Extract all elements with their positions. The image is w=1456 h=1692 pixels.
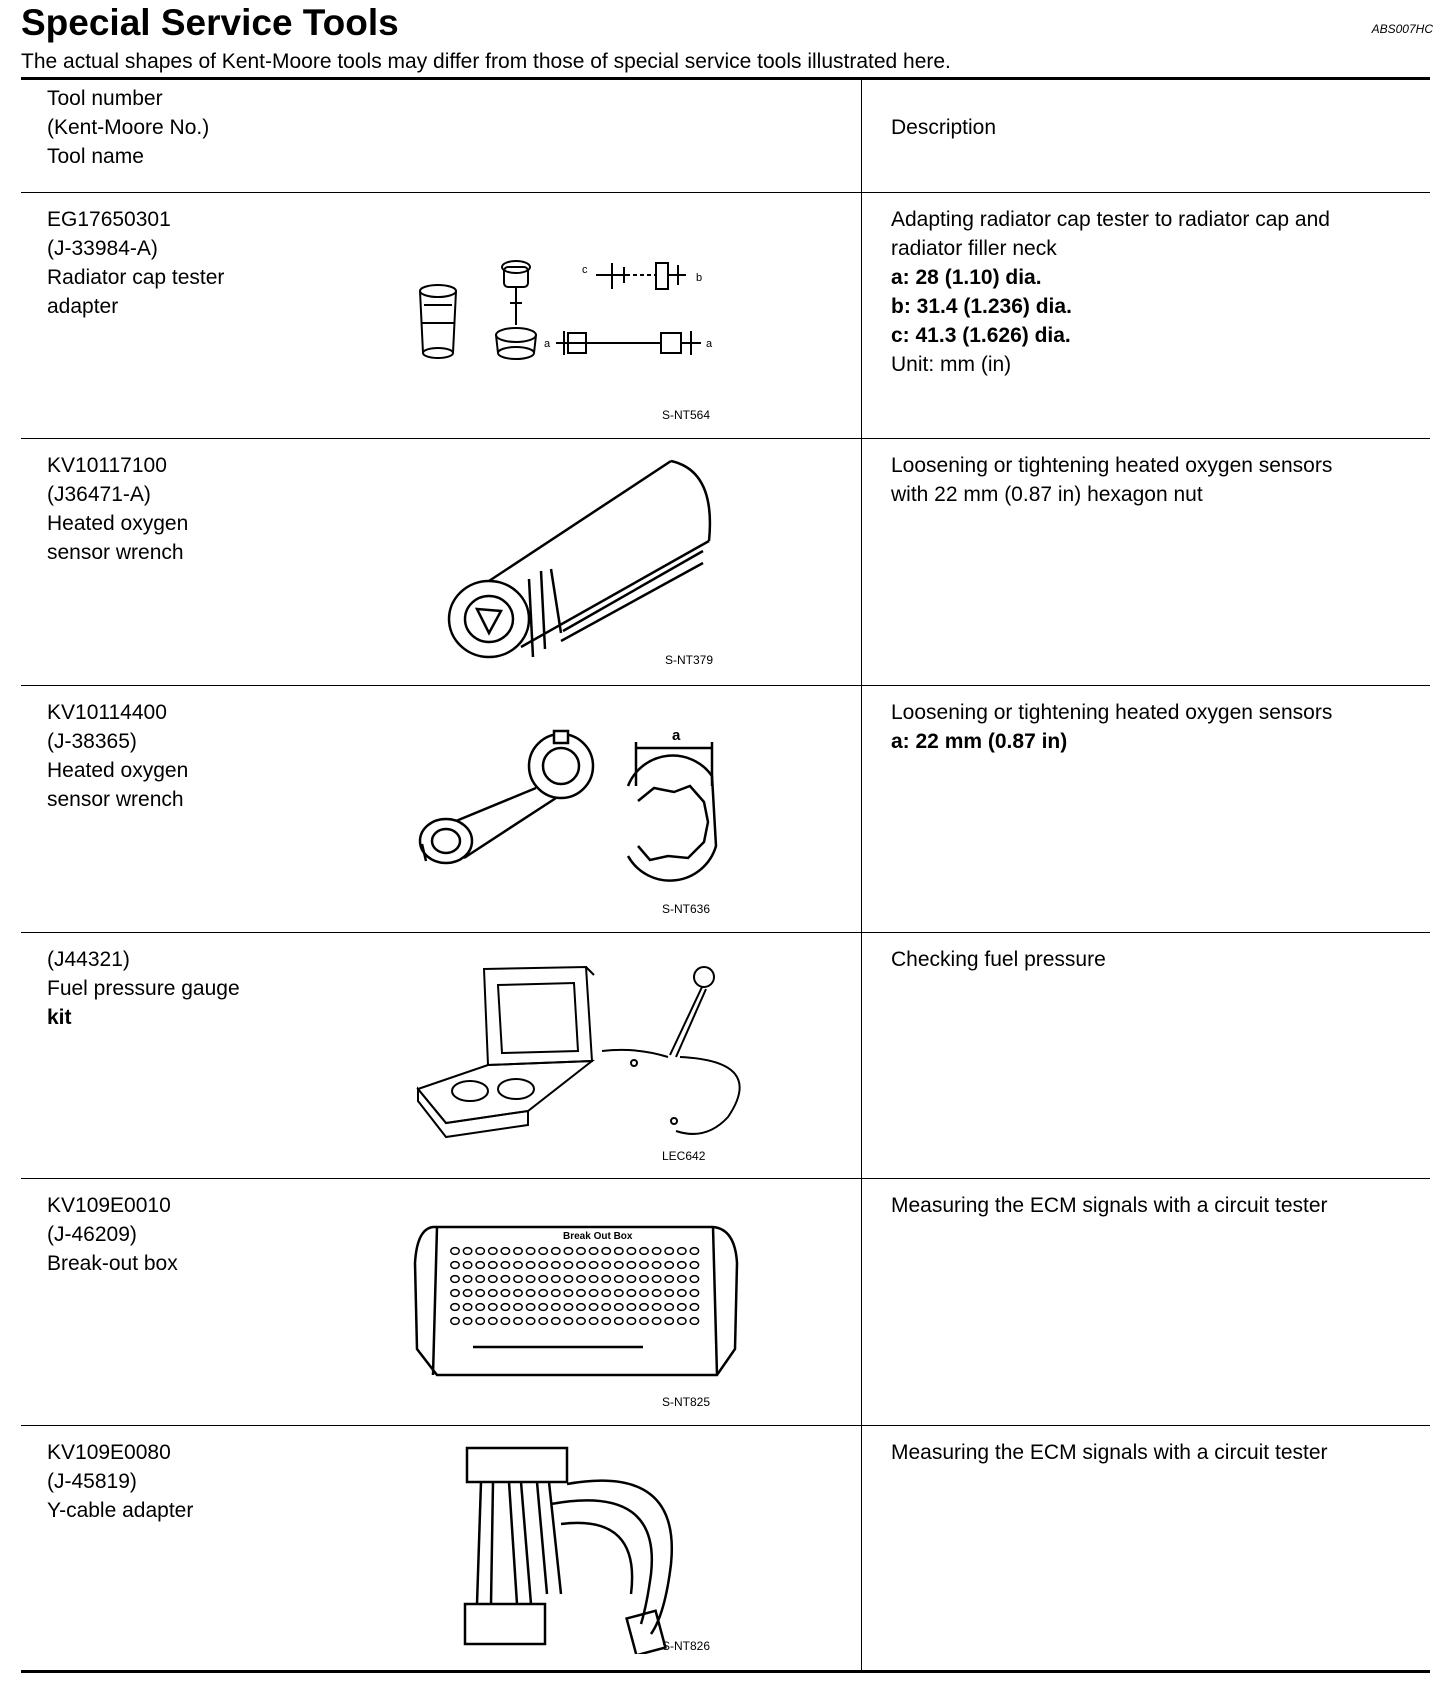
- kent-moore-number: (J36471-A): [47, 483, 151, 506]
- tool-description: [891, 698, 1411, 756]
- break-out-box-pin-hole: [552, 1318, 560, 1325]
- break-out-box-pin-hole: [640, 1304, 648, 1311]
- break-out-box-pin-hole: [564, 1318, 572, 1325]
- dimension-label-a: a: [544, 338, 551, 350]
- break-out-box-pin-hole: [526, 1276, 534, 1283]
- bottom-rule: [21, 1670, 1430, 1673]
- break-out-box-pin-hole: [615, 1276, 623, 1283]
- break-out-box-pin-hole: [665, 1262, 673, 1269]
- break-out-box-pin-hole: [476, 1276, 484, 1283]
- break-out-box-pin-hole: [640, 1248, 648, 1255]
- break-out-box-pin-hole: [602, 1304, 610, 1311]
- break-out-box-pin-hole: [514, 1262, 522, 1269]
- tool-number: KV10117100: [47, 454, 167, 477]
- break-out-box-pin-hole: [640, 1276, 648, 1283]
- break-out-box-pin-hole: [539, 1318, 547, 1325]
- break-out-box-pin-hole: [640, 1318, 648, 1325]
- tool-name: Fuel pressure gauge: [47, 977, 240, 1000]
- break-out-box-pin-hole: [514, 1276, 522, 1283]
- break-out-box-pin-hole: [652, 1290, 660, 1297]
- break-out-box-pin-hole: [627, 1290, 635, 1297]
- break-out-box-pin-hole: [514, 1318, 522, 1325]
- break-out-box-pin-hole: [602, 1318, 610, 1325]
- break-out-box-pin-hole: [552, 1304, 560, 1311]
- tool-table: [21, 80, 1430, 1670]
- break-out-box-pin-hole: [451, 1318, 459, 1325]
- dimension-label-b: b: [696, 272, 703, 284]
- break-out-box-pin-hole: [501, 1276, 509, 1283]
- description-line: Adapting radiator cap tester to radiator cap and: [891, 208, 1330, 231]
- break-out-box-pin-hole: [602, 1290, 610, 1297]
- break-out-box-pin-hole: [539, 1248, 547, 1255]
- table-row: [21, 193, 1430, 439]
- break-out-box-pin-hole: [577, 1262, 585, 1269]
- break-out-box-pin-hole: [526, 1304, 534, 1311]
- tool-name: Break-out box: [47, 1252, 178, 1275]
- break-out-box-pin-hole: [489, 1318, 497, 1325]
- header-kent-moore-no: (Kent-Moore No.): [47, 116, 210, 139]
- tool-name: Radiator cap tester: [47, 266, 225, 289]
- header-tool-name: Tool name: [47, 145, 144, 168]
- break-out-box-pin-hole: [552, 1248, 560, 1255]
- break-out-box-pin-hole: [451, 1248, 459, 1255]
- break-out-box-pin-hole: [463, 1304, 471, 1311]
- break-out-box-pin-hole: [514, 1290, 522, 1297]
- break-out-box-pin-hole: [577, 1276, 585, 1283]
- break-out-box-pin-hole: [577, 1248, 585, 1255]
- tool-name: Heated oxygen: [47, 512, 189, 535]
- break-out-box-pin-hole: [577, 1290, 585, 1297]
- break-out-box-pin-hole: [690, 1276, 698, 1283]
- table-row: [21, 1179, 1430, 1426]
- break-out-box-pin-hole: [564, 1248, 572, 1255]
- kent-moore-number: (J-38365): [47, 730, 137, 753]
- break-out-box-pin-hole: [627, 1304, 635, 1311]
- break-out-box-pin-hole: [476, 1304, 484, 1311]
- break-out-box-pin-hole: [652, 1248, 660, 1255]
- description-line: with 22 mm (0.87 in) hexagon nut: [891, 483, 1203, 506]
- break-out-box-pin-hole: [665, 1276, 673, 1283]
- table-header-row: [21, 80, 1430, 193]
- flare-nut-wrench-illustration: [416, 726, 756, 896]
- break-out-box-pin-hole: [690, 1304, 698, 1311]
- break-out-box-pin-hole: [489, 1276, 497, 1283]
- header-left-labels: [47, 84, 209, 171]
- tool-name: sensor wrench: [47, 788, 184, 811]
- dimension-a: a: 28 (1.10) dia.: [891, 266, 1042, 289]
- table-row: [21, 1426, 1430, 1670]
- figure-code: S-NT379: [665, 653, 714, 667]
- break-out-box-pin-hole: [463, 1290, 471, 1297]
- break-out-box-pin-hole: [690, 1262, 698, 1269]
- dimension-b: b: 31.4 (1.236) dia.: [891, 295, 1072, 318]
- break-out-box-pin-hole: [665, 1318, 673, 1325]
- break-out-box-pin-hole: [564, 1304, 572, 1311]
- tool-description: [891, 451, 1411, 509]
- break-out-box-pin-hole: [627, 1276, 635, 1283]
- break-out-box-pin-hole: [489, 1248, 497, 1255]
- break-out-box-pin-hole: [690, 1248, 698, 1255]
- break-out-box-pin-hole: [476, 1248, 484, 1255]
- break-out-box-pin-hole: [589, 1276, 597, 1283]
- break-out-box-pin-hole: [539, 1304, 547, 1311]
- break-out-box-pin-hole: [665, 1304, 673, 1311]
- break-out-box-pin-hole: [665, 1248, 673, 1255]
- break-out-box-pin-hole: [640, 1290, 648, 1297]
- break-out-box-pin-hole: [526, 1262, 534, 1269]
- break-out-box-pin-hole: [589, 1304, 597, 1311]
- table-row: [21, 439, 1430, 686]
- tool-name: adapter: [47, 295, 119, 318]
- tool-number: EG17650301: [47, 208, 171, 231]
- y-cable-adapter-illustration: [451, 1444, 691, 1654]
- description-line: radiator filler neck: [891, 237, 1057, 260]
- break-out-box-pin-hole: [539, 1276, 547, 1283]
- break-out-box-pin-hole: [577, 1304, 585, 1311]
- tool-number: KV109E0080: [47, 1441, 171, 1464]
- break-out-box-pin-hole: [690, 1290, 698, 1297]
- break-out-box-label: Break Out Box: [563, 1231, 633, 1242]
- break-out-box-pin-hole: [564, 1276, 572, 1283]
- break-out-box-pin-hole: [615, 1262, 623, 1269]
- description-line: Loosening or tightening heated oxygen sensors: [891, 701, 1333, 724]
- figure-code: LEC642: [662, 1149, 706, 1163]
- radiator-cap-tester-adapter-illustration: [406, 253, 776, 383]
- break-out-box-pin-hole: [451, 1304, 459, 1311]
- dimension-label-a: a: [672, 727, 681, 744]
- figure-code: S-NT825: [662, 1395, 711, 1409]
- table-row: [21, 686, 1430, 933]
- tool-info: [47, 205, 224, 321]
- description-line: Checking fuel pressure: [891, 948, 1106, 971]
- break-out-box-pin-hole: [589, 1248, 597, 1255]
- tool-number: KV10114400: [47, 701, 167, 724]
- tool-info: [47, 945, 240, 1032]
- document-code: ABS007HC: [1371, 22, 1433, 36]
- kent-moore-number: (J-46209): [47, 1223, 137, 1246]
- tool-info: [47, 1191, 178, 1278]
- break-out-box-pin-hole: [589, 1262, 597, 1269]
- tool-name: kit: [47, 1006, 72, 1029]
- figure-code: S-NT826: [662, 1639, 711, 1653]
- break-out-box-pin-hole: [678, 1262, 686, 1269]
- header-description: Description: [891, 116, 997, 139]
- table-row: [21, 933, 1430, 1179]
- break-out-box-pin-hole: [489, 1262, 497, 1269]
- tool-number: KV109E0010: [47, 1194, 171, 1217]
- break-out-box-pin-hole: [463, 1262, 471, 1269]
- tool-description: [891, 1191, 1411, 1220]
- break-out-box-pin-hole: [589, 1290, 597, 1297]
- tool-info: [47, 1438, 193, 1525]
- break-out-box-pin-hole: [640, 1262, 648, 1269]
- break-out-box-pin-hole: [526, 1318, 534, 1325]
- description-line: Measuring the ECM signals with a circuit tester: [891, 1194, 1328, 1217]
- tool-info: [47, 698, 188, 814]
- break-out-box-pin-hole: [615, 1318, 623, 1325]
- page-title: Special Service Tools: [21, 2, 399, 43]
- tool-description: [891, 1438, 1411, 1467]
- tool-name: sensor wrench: [47, 541, 184, 564]
- break-out-box-pin-hole: [627, 1248, 635, 1255]
- break-out-box-pin-hole: [564, 1262, 572, 1269]
- break-out-box-pin-hole: [665, 1290, 673, 1297]
- break-out-box-pin-hole: [463, 1318, 471, 1325]
- break-out-box-pin-hole: [602, 1262, 610, 1269]
- figure-code: S-NT564: [662, 408, 711, 422]
- dimension-label-c: c: [582, 264, 588, 276]
- oxygen-sensor-socket-wrench-illustration: [441, 451, 761, 661]
- break-out-box-pin-hole: [678, 1318, 686, 1325]
- break-out-box-pin-hole: [552, 1262, 560, 1269]
- break-out-box-pin-hole: [589, 1318, 597, 1325]
- break-out-box-pin-hole: [615, 1304, 623, 1311]
- break-out-box-pin-hole: [489, 1304, 497, 1311]
- tool-description: [891, 945, 1411, 974]
- break-out-box-pin-hole: [615, 1248, 623, 1255]
- break-out-box-pin-hole: [678, 1248, 686, 1255]
- kent-moore-number: (J44321): [47, 948, 130, 971]
- break-out-box-pin-hole: [463, 1248, 471, 1255]
- dimension-label-a-right: a: [706, 338, 713, 350]
- tool-info: [47, 451, 188, 567]
- unit-note: Unit: mm (in): [891, 353, 1012, 376]
- break-out-box-pin-hole: [476, 1262, 484, 1269]
- kent-moore-number: (J-45819): [47, 1470, 137, 1493]
- break-out-box-pin-hole: [501, 1248, 509, 1255]
- break-out-box-pin-hole: [552, 1290, 560, 1297]
- break-out-box-pin-hole: [476, 1290, 484, 1297]
- break-out-box-pin-hole: [501, 1318, 509, 1325]
- tool-name: Heated oxygen: [47, 759, 189, 782]
- tool-description: [891, 205, 1411, 379]
- break-out-box-pin-hole: [652, 1318, 660, 1325]
- header-tool-number: Tool number: [47, 87, 163, 110]
- break-out-box-pin-hole: [690, 1318, 698, 1325]
- break-out-box-pin-hole: [514, 1304, 522, 1311]
- break-out-box-pin-hole: [526, 1248, 534, 1255]
- break-out-box-pin-hole: [539, 1290, 547, 1297]
- dimension-c: c: 41.3 (1.626) dia.: [891, 324, 1071, 347]
- break-out-box-pin-hole: [501, 1304, 509, 1311]
- tool-name: Y-cable adapter: [47, 1499, 194, 1522]
- break-out-box-pin-hole: [602, 1248, 610, 1255]
- break-out-box-pin-hole: [552, 1276, 560, 1283]
- break-out-box-pin-hole: [501, 1290, 509, 1297]
- break-out-box-pin-hole: [564, 1290, 572, 1297]
- break-out-box-pin-hole: [577, 1318, 585, 1325]
- column-divider: [861, 80, 862, 1670]
- break-out-box-pin-hole: [451, 1290, 459, 1297]
- break-out-box-pin-hole: [678, 1304, 686, 1311]
- break-out-box-pin-hole: [539, 1262, 547, 1269]
- break-out-box-pin-hole: [652, 1276, 660, 1283]
- break-out-box-pin-hole: [526, 1290, 534, 1297]
- kent-moore-number: (J-33984-A): [47, 237, 158, 260]
- break-out-box-pin-hole: [602, 1276, 610, 1283]
- break-out-box-pin-hole: [615, 1290, 623, 1297]
- fuel-pressure-gauge-kit-illustration: [416, 961, 776, 1141]
- break-out-box-pin-hole: [451, 1262, 459, 1269]
- break-out-box-pin-hole: [514, 1248, 522, 1255]
- page-subtitle: The actual shapes of Kent-Moore tools may differ from those of special service tools illustrated here.: [21, 50, 951, 73]
- break-out-box-pin-hole: [652, 1262, 660, 1269]
- break-out-box-pin-hole: [652, 1304, 660, 1311]
- figure-code: S-NT636: [662, 902, 711, 916]
- break-out-box-pin-hole: [451, 1276, 459, 1283]
- dimension-a: a: 22 mm (0.87 in): [891, 730, 1068, 753]
- description-line: Loosening or tightening heated oxygen sensors: [891, 454, 1333, 477]
- break-out-box-pin-hole: [476, 1318, 484, 1325]
- description-line: Measuring the ECM signals with a circuit tester: [891, 1441, 1328, 1464]
- break-out-box-pin-hole: [627, 1318, 635, 1325]
- break-out-box-pin-hole: [678, 1276, 686, 1283]
- break-out-box-pin-hole: [627, 1262, 635, 1269]
- break-out-box-pin-hole: [489, 1290, 497, 1297]
- break-out-box-pin-hole: [501, 1262, 509, 1269]
- break-out-box-illustration: [413, 1223, 773, 1383]
- break-out-box-pin-hole: [463, 1276, 471, 1283]
- break-out-box-pin-hole: [678, 1290, 686, 1297]
